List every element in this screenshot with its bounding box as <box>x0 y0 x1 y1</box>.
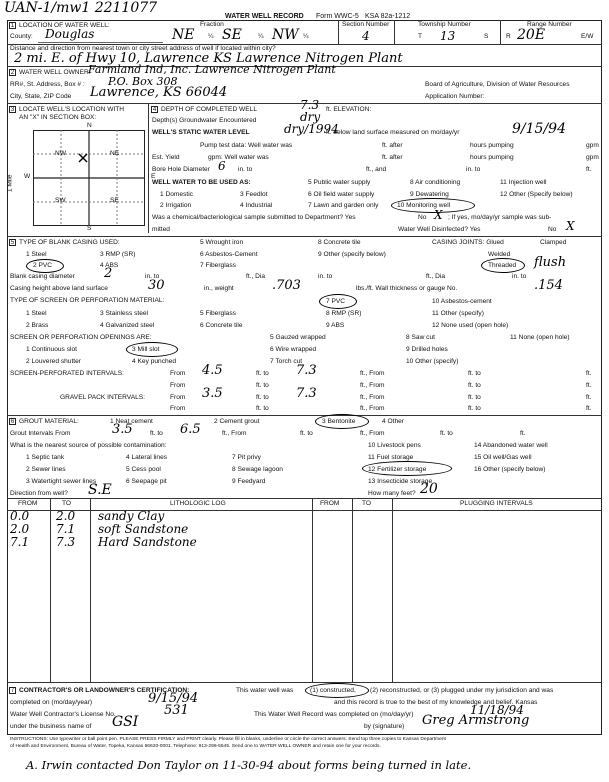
screen-pvc-circle <box>319 294 357 309</box>
locate-title-2: AN "X" IN SECTION BOX: <box>19 114 97 121</box>
section-3-marker: 3 <box>10 107 15 113</box>
township-s: S <box>484 33 489 40</box>
direction-value: S.E <box>88 482 112 498</box>
gp-label: GRAVEL PACK INTERVALS: <box>60 394 146 401</box>
blank-dia-3: ft., Dia <box>426 273 446 280</box>
location-label: LOCATION OF WATER WELL: <box>19 22 110 29</box>
joints-welded: Welded <box>488 251 511 258</box>
joint-value: flush <box>534 255 567 270</box>
grout-to-value: 6.5 <box>180 422 201 437</box>
spi-from-4: ft., From <box>360 382 385 389</box>
quarter-2: SE <box>222 27 242 43</box>
spi-label: SCREEN-PERFORATED INTERVALS: <box>10 370 124 377</box>
quad-se: SE <box>110 197 119 204</box>
casing-1: 1 Steel <box>26 251 47 258</box>
grout-3: 3 Bentonite <box>322 418 356 425</box>
screen-7: 7 PVC <box>326 298 346 305</box>
pump-gpm: gpm <box>586 142 599 149</box>
casing-2: 2 PVC <box>33 262 53 269</box>
form-title: WATER WELL RECORD <box>225 13 304 20</box>
log-row-2-from: 2.0 <box>10 522 30 536</box>
gp-from-4: ft., From <box>360 405 385 412</box>
openings-title: SCREEN OR PERFORATION OPENINGS ARE: <box>10 334 152 341</box>
quad-nw: NW <box>55 150 66 157</box>
gp-end-2: ft. <box>586 405 592 412</box>
use-label: WELL WATER TO BE USED AS: <box>152 179 251 186</box>
static-rest: ft. below land surface measured on mo/day/yr <box>326 129 460 136</box>
section-box-divider <box>148 103 149 233</box>
gp-to-3: ft. to <box>256 405 269 412</box>
spi-from-value: 4.5 <box>202 363 223 378</box>
owner-name: Farmland Ind, Inc. Lawrence Nitrogen Plant <box>88 63 336 76</box>
license-label: Water Well Contractor's License No. <box>10 711 116 718</box>
quarter-unit-3: ¼ <box>303 33 309 40</box>
grout-from-3: ft., From <box>360 430 385 437</box>
gp-to-1: ft. to <box>256 394 269 401</box>
spi-to-4: ft. to <box>468 382 481 389</box>
pump-after: ft. after <box>382 142 403 149</box>
spi-to-2: ft. to <box>468 370 481 377</box>
bottom-handwritten-note: A. Irwin contacted Don Taylor on 11-30-94 about forms being turned in late. <box>26 758 472 772</box>
ksa-ref: KSA 82a-1212 <box>365 13 411 20</box>
opening-4: 4 Key punched <box>132 358 176 365</box>
rr-label: RR#, St. Address, Box # : <box>10 81 85 88</box>
log-row-1-to: 2.0 <box>56 509 76 523</box>
rule-5 <box>7 415 602 416</box>
section-2-marker: 2 <box>10 70 15 76</box>
contam-13: 13 Insecticide storage <box>368 478 433 485</box>
casing-9: 9 Other (specify below) <box>318 251 386 258</box>
instructions-2: of Health and Environment, Bureau of Water, Topeka, Kansas 66620-0001. Telephone: 913-296-5545. Send one to WATER WELL OWNER and retain one for your records. <box>10 744 381 749</box>
section-5-marker: 5 <box>10 240 15 246</box>
use-1: 1 Domestic <box>160 191 193 198</box>
cert-constructed: (1) constructed, <box>310 687 356 694</box>
distance-value: 2 mi. E. of Hwy 10, Lawrence KS Lawrence Nitrogen Plant <box>14 51 403 66</box>
signature-value: Greg Armstrong <box>422 713 530 728</box>
contam-11: 11 Fuel storage <box>368 454 414 461</box>
signature-label: by (signature) <box>364 723 405 730</box>
plug-to-header: TO <box>362 500 372 507</box>
section-7-marker: 7 <box>10 688 15 694</box>
pump-label: Pump test data: Well water was <box>200 142 293 149</box>
grout-end: ft. <box>520 430 526 437</box>
log-row-1-desc: sandy Clay <box>98 509 165 523</box>
weight-value: .703 <box>272 278 301 293</box>
plugging-header: PLUGGING INTERVALS <box>460 500 533 507</box>
gp-from-value: 3.5 <box>202 386 223 401</box>
log-header-rule <box>7 510 602 511</box>
log-col-1 <box>50 498 51 682</box>
quad-ne: NE <box>110 150 120 157</box>
quarter-1: NE <box>172 27 195 43</box>
log-to-header: TO <box>62 500 72 507</box>
completed-label: completed on (mo/day/year) <box>10 699 93 706</box>
casing-5: 5 Wrought iron <box>200 239 244 246</box>
owner-label: WATER WELL OWNER: <box>19 69 91 76</box>
completed-value: 9/15/94 <box>148 691 199 706</box>
log-row-3-desc: Hard Sandstone <box>98 535 197 549</box>
contam-16: 16 Other (specify below) <box>474 466 546 473</box>
contam-12: 12 Fertilizer storage <box>368 466 427 473</box>
business-label: under the business name of <box>10 723 92 730</box>
range-ew: E/W <box>581 33 594 40</box>
opening-5: 5 Gauzed wrapped <box>270 334 326 341</box>
opening-10: 10 Other (specify) <box>406 358 459 365</box>
true-text: and this record is true to the best of my knowledge and belief. Kansas <box>334 699 538 706</box>
range-label: Range Number <box>527 21 572 28</box>
record-text: This Water Well Record was completed on (mo/day/yr) <box>254 711 414 718</box>
howmany-value: 20 <box>420 481 438 497</box>
grout-4: 4 Other <box>382 418 404 425</box>
rule-log-end <box>7 682 602 683</box>
use-3: 3 Feedlot <box>240 191 268 198</box>
use-7: 7 Lawn and garden only <box>308 202 379 209</box>
gp-from-2: ft., From <box>360 394 385 401</box>
screen-3: 3 Stainless steel <box>100 310 149 317</box>
record-date: 11/18/94 <box>470 703 524 717</box>
screen-11: 11 Other (specify) <box>432 310 484 317</box>
form-number: Form WWC-5 <box>316 13 359 20</box>
static-label: WELL'S STATIC WATER LEVEL <box>152 129 250 136</box>
fertilizer-circle <box>362 461 452 476</box>
blank-in-to-3: in. to <box>512 273 527 280</box>
casing-4: 4 ABS <box>100 262 119 269</box>
county-value: Douglas <box>45 27 95 41</box>
section-label: Section Number <box>342 21 390 28</box>
range-r: R <box>506 33 511 40</box>
use-6: 6 Oil field water supply <box>308 191 375 198</box>
groundwater-value: dry <box>300 110 321 124</box>
screen-title: TYPE OF SCREEN OR PERFORATION MATERIAL: <box>10 297 165 304</box>
joints-clamped: Clamped <box>540 239 567 246</box>
yield-label: Est. Yield <box>152 154 180 161</box>
opening-8: 8 Saw cut <box>406 334 435 341</box>
spi-from-3: From <box>170 382 186 389</box>
log-col-4 <box>352 498 353 682</box>
screen-6: 6 Concrete tile <box>200 322 243 329</box>
use-2: 2 Irrigation <box>160 202 192 209</box>
grout-to-3: ft. to <box>440 430 453 437</box>
contam-6: 6 Seepage pit <box>126 478 167 485</box>
gp-to-2: ft. to <box>468 394 481 401</box>
howmany-label: How many feet? <box>368 490 416 497</box>
grout-1: 1 Neat cement <box>110 418 153 425</box>
cert-label: CONTRACTOR'S OR LANDOWNER'S CERTIFICATION: <box>19 687 190 694</box>
rule-6 <box>7 498 602 499</box>
distance-label: Distance and direction from nearest town or city street address of well if located within city? <box>10 45 276 52</box>
casing-7: 7 Fiberglass <box>200 262 236 269</box>
grout-intervals-label: Grout Intervals From <box>10 430 71 437</box>
blank-dia-label: Blank casing diameter <box>10 273 75 280</box>
grout-from-value: 3.5 <box>112 422 133 437</box>
use-9: 9 Dewatering <box>410 191 449 198</box>
gp-to-4: ft. to <box>468 405 481 412</box>
spi-end: ft. <box>586 370 592 377</box>
joints-threaded: Threaded <box>488 262 517 269</box>
spi-end-2: ft. <box>586 382 592 389</box>
mill-slot-circle <box>126 342 178 357</box>
section-1-marker: 1 <box>10 23 15 29</box>
groundwater-label: Depth(s) Groundwater Encountered <box>152 117 257 124</box>
rule-3 <box>7 236 602 237</box>
contam-7: 7 Pit privy <box>232 454 261 461</box>
city-label: City, State, ZIP Code <box>10 93 72 100</box>
gp-to-value: 7.3 <box>296 386 317 401</box>
log-col-2 <box>90 498 91 682</box>
bact-rest: ; If yes, mo/day/yr sample was sub- <box>448 214 552 221</box>
bore-in: in. to <box>238 166 253 173</box>
section-grid <box>33 130 145 226</box>
lithologic-header: LITHOLOGIC LOG <box>170 500 226 507</box>
opening-11: 11 None (open hole) <box>510 334 570 341</box>
bore-value: 6 <box>218 159 226 173</box>
grout-to-2: ft. to <box>300 430 313 437</box>
bore-ft: ft., and <box>366 166 387 173</box>
locate-title-1: LOCATE WELL'S LOCATION WITH <box>19 106 125 113</box>
license-value: 531 <box>164 703 189 718</box>
log-from-header: FROM <box>18 500 38 507</box>
contam-9: 9 Feedyard <box>232 478 266 485</box>
disinfected-label: Water Well Disinfected? Yes <box>398 226 481 233</box>
mile-label: 1 Mile <box>6 174 14 193</box>
fraction-label: Fraction <box>200 21 224 28</box>
contam-5: 5 Cess pool <box>126 466 161 473</box>
city-value: Lawrence, KS 66044 <box>90 85 228 100</box>
business-value: GSI <box>112 714 139 730</box>
range-value: 20E <box>517 27 546 43</box>
casing-6: 6 Asbestos-Cement <box>200 251 258 258</box>
depth-value: 7.3 <box>300 98 320 112</box>
section-value: 4 <box>362 29 370 43</box>
log-row-2-to: 7.1 <box>56 522 76 536</box>
spi-to-1: ft. to <box>256 370 269 377</box>
contam-14: 14 Abandoned water well <box>474 442 548 449</box>
range-col-left <box>500 20 501 44</box>
compass-n: N <box>87 122 92 129</box>
use-5: 5 Public water supply <box>308 179 371 186</box>
board-label: Board of Agriculture, Division of Water Resources <box>425 81 570 88</box>
pump-hours: hours pumping <box>470 142 514 149</box>
section-6-marker: 6 <box>10 419 15 425</box>
section-4-marker: 4 <box>152 107 157 113</box>
compass-w: W <box>24 173 31 180</box>
top-handwritten-note: UAN-1/mw1 2211077 <box>4 0 158 16</box>
grout-2: 2 Cement grout <box>214 418 260 425</box>
contam-label: What is the nearest source of possible contamination: <box>10 442 167 449</box>
monitoring-well-circle <box>391 198 475 213</box>
quarter-unit-2: ¼ <box>258 33 264 40</box>
bact-label: Was a chemical/bacteriological sample submitted to Department? Yes <box>152 214 356 221</box>
opening-7: 7 Torch cut <box>270 358 303 365</box>
use-8: 8 Air conditioning <box>410 179 461 186</box>
township-t: T <box>418 33 423 40</box>
gp-end: ft. <box>586 394 592 401</box>
threaded-circle <box>481 258 525 273</box>
application-label: Application Number: <box>425 93 485 100</box>
weight-label: in., weight <box>204 285 234 292</box>
use-4: 4 Industrial <box>240 202 273 209</box>
quarter-unit-1: ¼ <box>208 33 214 40</box>
casing-title: TYPE OF BLANK CASING USED: <box>19 239 120 246</box>
use-10: 10 Monitoring well <box>397 202 451 209</box>
plug-from-header: FROM <box>320 500 340 507</box>
bore-in2: in. to <box>466 166 481 173</box>
contam-15: 15 Oil well/Gas well <box>474 454 532 461</box>
depth-label: DEPTH OF COMPLETED WELL <box>161 106 257 113</box>
section-col-left <box>338 20 339 44</box>
screen-8: 8 RMP (SR) <box>326 310 362 317</box>
opening-9: 9 Drilled holes <box>406 346 448 353</box>
cert-text-1: This water well was <box>236 687 294 694</box>
township-value: 13 <box>440 29 456 43</box>
opening-3: 3 Mill slot <box>132 346 160 353</box>
casing-3: 3 RMP (SR) <box>100 251 136 258</box>
rr-value: P.O. Box 308 <box>108 75 178 88</box>
contam-3: 3 Watertight sewer lines <box>26 478 97 485</box>
township-col-left <box>394 20 395 44</box>
joints-label: CASING JOINTS: Glued <box>432 239 504 246</box>
contam-10: 10 Livestock pens <box>368 442 421 449</box>
blank-dia-2: ft., Dia <box>246 273 266 280</box>
log-row-2-desc: soft Sandstone <box>98 522 189 536</box>
log-col-5 <box>392 498 393 682</box>
blank-dia-value: 2 <box>104 266 113 281</box>
static-value: dry/1994 <box>284 122 339 136</box>
quarter-3: NW <box>272 27 299 43</box>
blank-in-to-2: in. to <box>318 273 333 280</box>
use-12: 12 Other (Specify below) <box>500 191 573 198</box>
cert-text-2: (2) reconstructed, or (3) plugged under my jurisdiction and was <box>370 687 554 694</box>
county-underline <box>38 42 163 43</box>
bact-x: X <box>434 208 443 222</box>
bact-no: No <box>418 214 427 221</box>
county-label: County: <box>10 33 33 40</box>
contam-4: 4 Lateral lines <box>126 454 168 461</box>
spi-to-3: ft. to <box>256 382 269 389</box>
height-label: Casing height above land surface <box>10 285 108 292</box>
contam-1: 1 Septic tank <box>26 454 65 461</box>
grout-label: GROUT MATERIAL: <box>19 418 79 425</box>
screen-5: 5 Fiberglass <box>200 310 236 317</box>
compass-s: S <box>87 225 92 232</box>
spi-to-value: 7.3 <box>296 363 317 378</box>
constructed-circle <box>305 683 369 698</box>
gp-from-1: From <box>170 394 186 401</box>
township-label: Township Number <box>418 21 471 28</box>
contam-2: 2 Sewer lines <box>26 466 66 473</box>
screen-2: 2 Brass <box>26 322 49 329</box>
screen-1: 1 Steel <box>26 310 47 317</box>
direction-label: Direction from well? <box>10 490 68 497</box>
opening-2: 2 Louvered shutter <box>26 358 81 365</box>
log-row-3-to: 7.3 <box>56 535 76 549</box>
opening-1: 1 Continuous slot <box>26 346 77 353</box>
opening-6: 6 Wire wrapped <box>270 346 317 353</box>
spi-from-2: ft., From <box>360 370 385 377</box>
screen-9: 9 ABS <box>326 322 345 329</box>
static-date: 9/15/94 <box>512 121 566 137</box>
quad-sw: SW <box>55 197 66 204</box>
contam-8: 8 Sewage lagoon <box>232 466 283 473</box>
screen-10: 10 Asbestos-cement <box>432 298 492 305</box>
gp-from-3: From <box>170 405 186 412</box>
screen-4: 4 Galvanized steel <box>100 322 155 329</box>
gauge-value: .154 <box>534 278 563 293</box>
mitted-label: mitted <box>152 226 170 233</box>
blank-in-to-1: in. to <box>145 273 160 280</box>
disinfected-no: No <box>548 226 557 233</box>
screen-12: 12 None used (open hole) <box>432 322 509 329</box>
yield-after: ft. after <box>382 154 403 161</box>
compass-e: E <box>151 173 156 180</box>
elevation-label: ft. ELEVATION: <box>326 106 372 113</box>
pvc-circle <box>26 259 64 273</box>
yield-gpm: gpm: Well water was <box>208 154 269 161</box>
grout-from-2: ft., From <box>222 430 247 437</box>
yield-hours: hours pumping <box>470 154 514 161</box>
log-col-3 <box>312 498 313 682</box>
yield-gpm-end: gpm <box>586 154 599 161</box>
use-11: 11 Injection well <box>500 179 547 186</box>
log-row-3-from: 7.1 <box>10 535 30 549</box>
instructions-1: INSTRUCTIONS: Use typewriter or ball point pen. PLEASE PRESS FIRMLY and PRINT clearly. Please fill in blanks, underline or circle the correct answers. Send top three copies to Kansas Department <box>10 737 446 742</box>
bentonite-circle <box>315 414 369 429</box>
bore-label: Bore Hole Diameter <box>152 166 210 173</box>
height-value: 30 <box>148 278 165 293</box>
grout-to: ft. to <box>150 430 163 437</box>
lbs-label: lbs./ft. Wall thickness or gauge No. <box>356 285 458 292</box>
spi-from-1: From <box>170 370 186 377</box>
disinfected-x: X <box>566 219 575 233</box>
log-row-1-from: 0.0 <box>10 509 30 523</box>
bore-ft2: ft. <box>586 166 592 173</box>
casing-8: 8 Concrete tile <box>318 239 361 246</box>
